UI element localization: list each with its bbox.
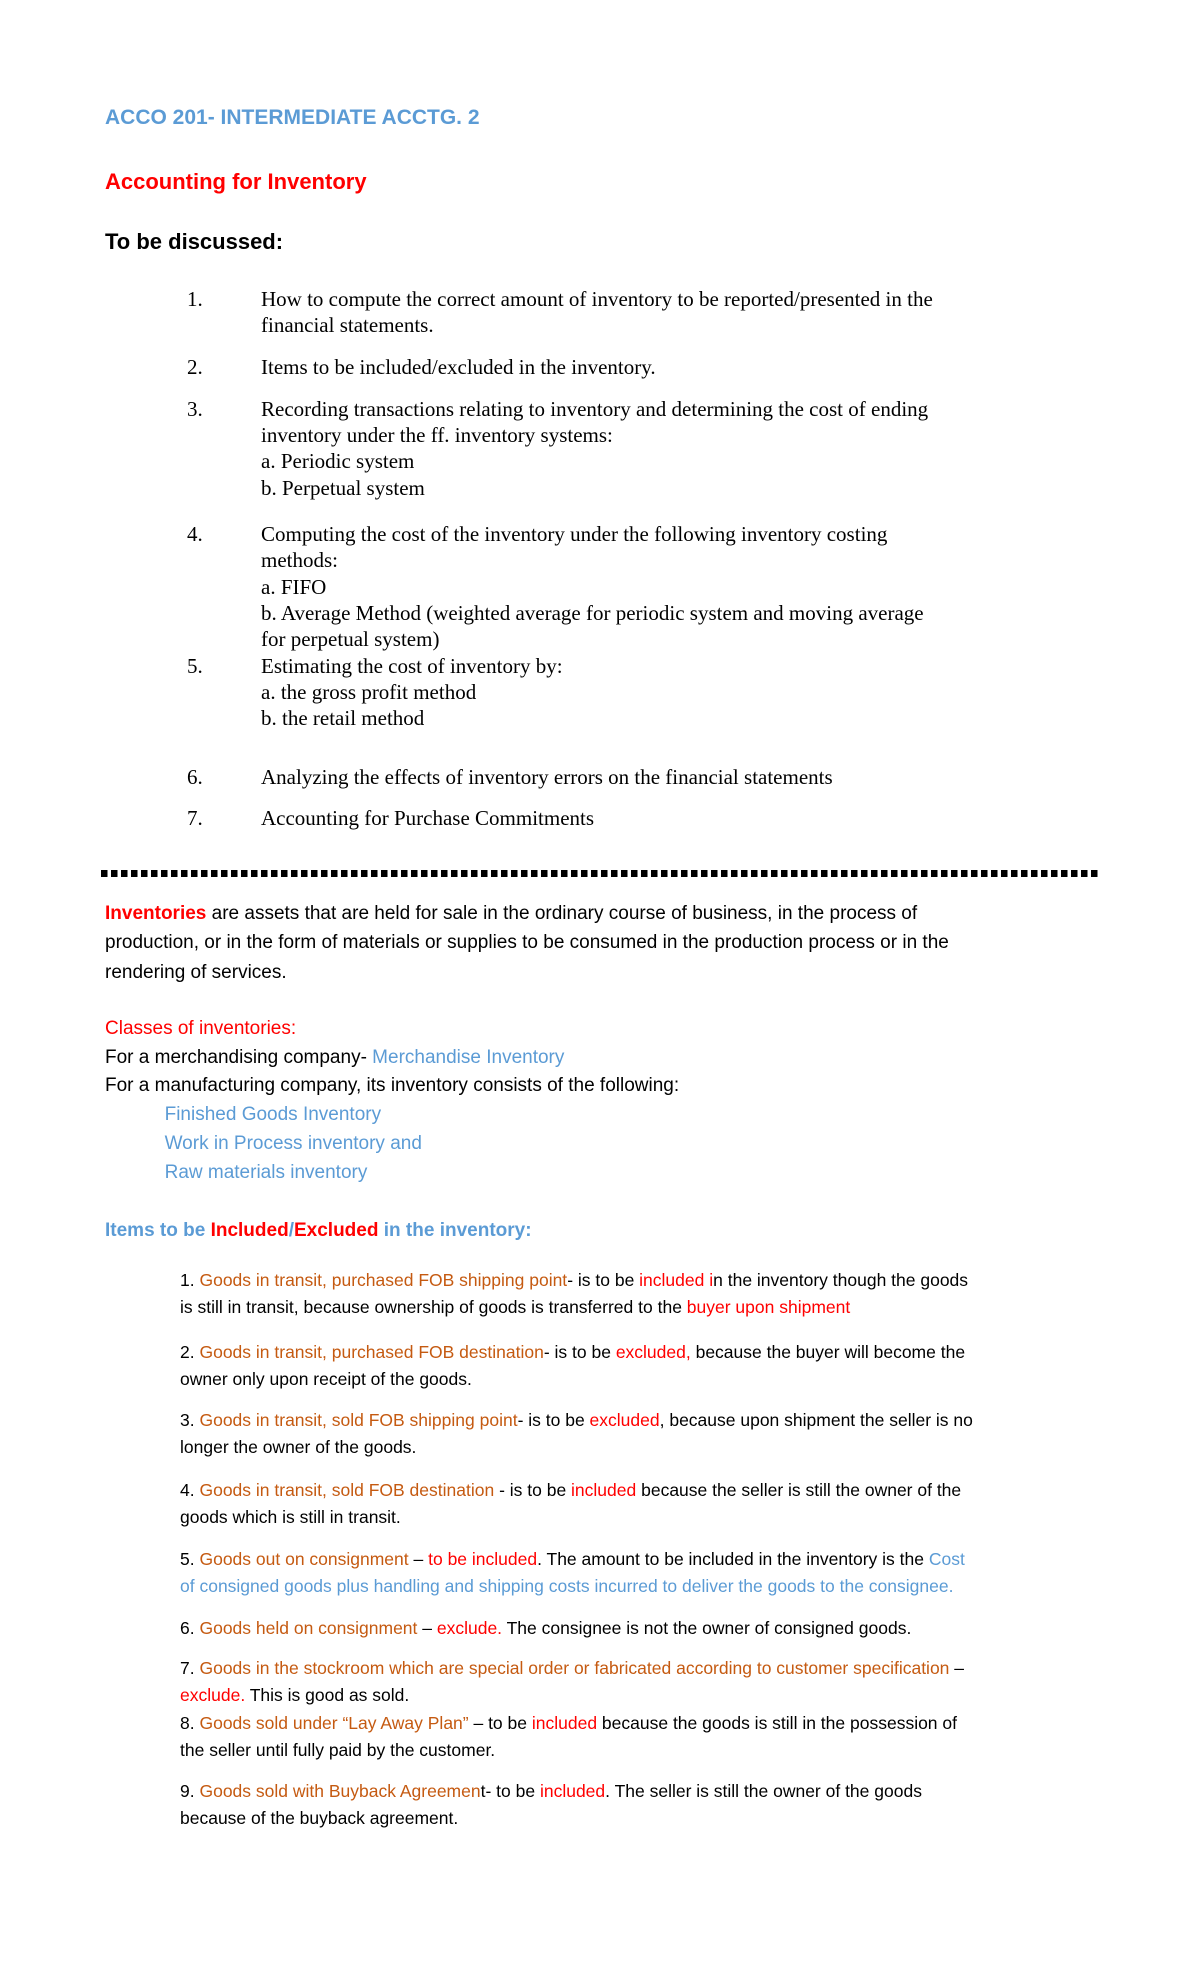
agenda-item-line: financial statements. [261, 312, 434, 337]
goods-category: Goods in transit, sold FOB shipping point [199, 1410, 518, 1430]
rule-text: - is to be [567, 1270, 640, 1290]
definition-line [105, 899, 949, 928]
agenda-item-text [261, 354, 656, 380]
rule-verdict: included [539, 1781, 606, 1801]
agenda-item [187, 521, 924, 652]
agenda-item [187, 764, 833, 790]
rule-text: - is to be [494, 1480, 572, 1500]
rule-number: 9. [180, 1781, 200, 1801]
rule-text: is still in transit, because ownership of goods is transferred to the [180, 1296, 687, 1317]
manufacturing-inventory: Raw materials inventory [164, 1162, 368, 1184]
rule-text: The consignee is not the owner of consigned goods. [502, 1618, 912, 1638]
goods-category: Goods in transit, purchased FOB destination [199, 1342, 544, 1362]
rule-text: because the buyer will become the [690, 1342, 966, 1362]
rule-verdict: included [531, 1713, 598, 1733]
agenda-item-number: 3. [187, 396, 203, 421]
course-title: ACCO 201- INTERMEDIATE ACCTG. 2 [105, 105, 480, 129]
agenda-item-text [261, 653, 563, 732]
agenda-item-text [261, 396, 928, 501]
goods-category: Goods held on consignment [199, 1618, 418, 1638]
inclusion-rule-item [180, 1339, 965, 1392]
agenda-item-line: b. Average Method (weighted average for periodic system and moving average [261, 600, 924, 625]
goods-category: Goods in transit, purchased FOB shipping point [199, 1270, 568, 1290]
definition-text: are assets that are held for sale in the ordinary course of business, in the process of [206, 903, 918, 925]
rule-number: 3. [180, 1410, 200, 1430]
rule-number: 4. [180, 1480, 200, 1500]
inclusion-rule-line [180, 1655, 964, 1682]
merchandising-intro: For a merchandising company- [105, 1046, 373, 1068]
rule-text: goods which is still in transit. [180, 1506, 401, 1527]
agenda-item-text [261, 521, 924, 652]
rule-number: 7. [180, 1658, 200, 1678]
agenda-item-line: Recording transactions relating to inventory and determining the cost of ending [261, 396, 929, 421]
rule-text: This is good as sold. [245, 1684, 410, 1705]
agenda-item-text [261, 764, 833, 790]
inclusion-rules-heading [105, 1216, 532, 1245]
rule-verdict: exclude. [180, 1684, 246, 1705]
rule-verdict: included [571, 1480, 637, 1500]
defined-term: Inventories [105, 903, 207, 925]
rule-verdict: exclude. [436, 1618, 503, 1638]
agenda-item-line: inventory under the ff. inventory systems: [261, 422, 613, 447]
inclusion-rule-line [180, 1407, 973, 1434]
agenda-item-number: 5. [187, 653, 203, 678]
inclusion-rule-item [180, 1615, 911, 1642]
agenda-item-text [261, 286, 933, 339]
agenda-item-line: How to compute the correct amount of inventory to be reported/presented in the [261, 286, 933, 311]
rule-verdict: excluded, [615, 1342, 691, 1362]
rule-text: the seller until fully paid by the customer. [180, 1739, 496, 1760]
agenda-item-line: Items to be included/excluded in the inventory. [261, 354, 656, 379]
agenda-item-number: 4. [187, 522, 203, 546]
inclusion-rule-item [180, 1477, 961, 1530]
inclusion-rule-line [180, 1546, 965, 1573]
rule-text: – [417, 1618, 437, 1638]
rule-text: – [408, 1549, 429, 1569]
agenda-item-line: Computing the cost of the inventory under the following inventory costing [261, 522, 888, 546]
rule-text: longer the owner of the goods. [180, 1436, 417, 1457]
rule-text: n the inventory though the goods [713, 1270, 969, 1290]
agenda-item-number: 2. [187, 354, 203, 379]
rule-text: . The amount to be included in the inventory is the [537, 1549, 929, 1569]
rule-highlight: buyer upon shipment [686, 1296, 851, 1317]
rule-number: 8. [180, 1713, 200, 1733]
inclusion-rule-item [180, 1546, 965, 1599]
inventories-definition [105, 899, 949, 986]
agenda-item-number: 7. [187, 805, 203, 830]
agenda-item-number: 1. [187, 286, 203, 311]
agenda-item [187, 805, 594, 831]
inclusion-rule-line [180, 1805, 922, 1832]
rule-text: because of the buyback agreement. [180, 1807, 459, 1828]
goods-category: Goods out on consignment [199, 1549, 409, 1569]
rule-text: - is to be [543, 1342, 616, 1362]
heading-part: in the inventory: [378, 1219, 532, 1241]
inclusion-rule-line [180, 1682, 964, 1709]
topic-title: Accounting for Inventory [105, 169, 367, 195]
definition-line: rendering of services. [105, 961, 287, 983]
merchandising-line [105, 1044, 679, 1073]
dotted-divider [101, 870, 1101, 877]
inclusion-rule-item [180, 1778, 922, 1831]
goods-category: Goods in the stockroom which are special order or fabricated according to customer specification [199, 1658, 950, 1678]
inclusion-rule-item [180, 1655, 964, 1708]
agenda-item-line: a. FIFO [261, 574, 327, 599]
goods-category: Goods sold with Buyback Agreemen [199, 1781, 481, 1801]
agenda-item [187, 396, 928, 501]
inclusion-rule-item [180, 1267, 968, 1320]
rule-number: 6. [180, 1618, 200, 1638]
agenda-item-line: a. Periodic system [261, 449, 415, 474]
inclusion-rule-line [180, 1710, 957, 1737]
merchandise-inventory: Merchandise Inventory [372, 1046, 565, 1068]
definition-line: production, or in the form of materials or supplies to be consumed in the production process or in the [105, 932, 949, 954]
rule-number: 2. [180, 1342, 200, 1362]
rule-cost-note: of consigned goods plus handling and shipping costs incurred to deliver the goods to the consignee. [180, 1575, 954, 1596]
rule-text: , because upon shipment the seller is no [659, 1410, 973, 1430]
heading-part: / [288, 1219, 294, 1241]
agenda-item-line: b. the retail method [261, 706, 425, 731]
agenda-item-text [261, 805, 594, 831]
rule-text: owner only upon receipt of the goods. [180, 1368, 472, 1389]
heading-excluded: Excluded [293, 1219, 379, 1241]
rule-text: . The seller is still the owner of the goods [605, 1781, 922, 1801]
inclusion-rule-line [180, 1615, 911, 1642]
manufacturing-inventory: Work in Process inventory and [164, 1133, 422, 1155]
classes-heading: Classes of inventories: [105, 1017, 297, 1039]
inclusion-rule-line [180, 1434, 973, 1461]
inclusion-rule-item [180, 1407, 973, 1460]
manufacturing-intro: For a manufacturing company, its inventory consists of the following: [105, 1075, 680, 1097]
agenda-item [187, 286, 933, 339]
agenda-item-line: Analyzing the effects of inventory errors on the financial statements [261, 765, 833, 789]
inclusion-rule-line [180, 1477, 961, 1504]
inclusion-rule-line [180, 1504, 961, 1531]
rule-number: 5. [180, 1549, 200, 1569]
inventory-classes [105, 1015, 679, 1188]
rule-text: because the seller is still the owner of the [636, 1480, 962, 1500]
inclusion-rule-line [180, 1294, 968, 1321]
rule-cost-note: Cost [928, 1549, 965, 1569]
heading-part: Items to be [105, 1219, 211, 1241]
inclusion-rule-line [180, 1339, 965, 1366]
agenda-heading: To be discussed: [105, 228, 284, 254]
agenda-item-line: methods: [261, 548, 338, 573]
inclusion-rule-line [180, 1573, 965, 1600]
rule-verdict: to be included [428, 1549, 538, 1569]
manufacturing-inventory: Finished Goods Inventory [164, 1104, 382, 1126]
rule-number: 1. [180, 1270, 200, 1290]
rule-text: because the goods is still in the possession of [597, 1713, 958, 1733]
agenda-item-line: a. the gross profit method [261, 679, 477, 704]
rule-verdict: excluded [589, 1410, 660, 1430]
rule-text: t- to be [480, 1781, 540, 1801]
rule-text: – to be [468, 1713, 532, 1733]
agenda-item [187, 354, 656, 380]
goods-category: Goods in transit, sold FOB destination [199, 1480, 495, 1500]
agenda-item-line: Estimating the cost of inventory by: [261, 653, 563, 678]
inclusion-rule-item [180, 1710, 957, 1763]
agenda-item-line: for perpetual system) [261, 627, 440, 652]
agenda-item-line: b. Perpetual system [261, 475, 425, 500]
agenda-item-number: 6. [187, 765, 203, 789]
heading-included: Included [210, 1219, 289, 1241]
agenda-item-line: Accounting for Purchase Commitments [261, 805, 595, 830]
inclusion-rule-line [180, 1366, 965, 1393]
rule-text: - is to be [517, 1410, 590, 1430]
rule-text: – [949, 1658, 965, 1678]
goods-category: Goods sold under “Lay Away Plan” [199, 1713, 469, 1733]
inclusion-rule-line [180, 1737, 957, 1764]
inclusion-rule-line [180, 1778, 922, 1805]
inclusion-rule-line [180, 1267, 968, 1294]
rule-verdict: included i [639, 1270, 714, 1290]
agenda-item [187, 653, 563, 732]
